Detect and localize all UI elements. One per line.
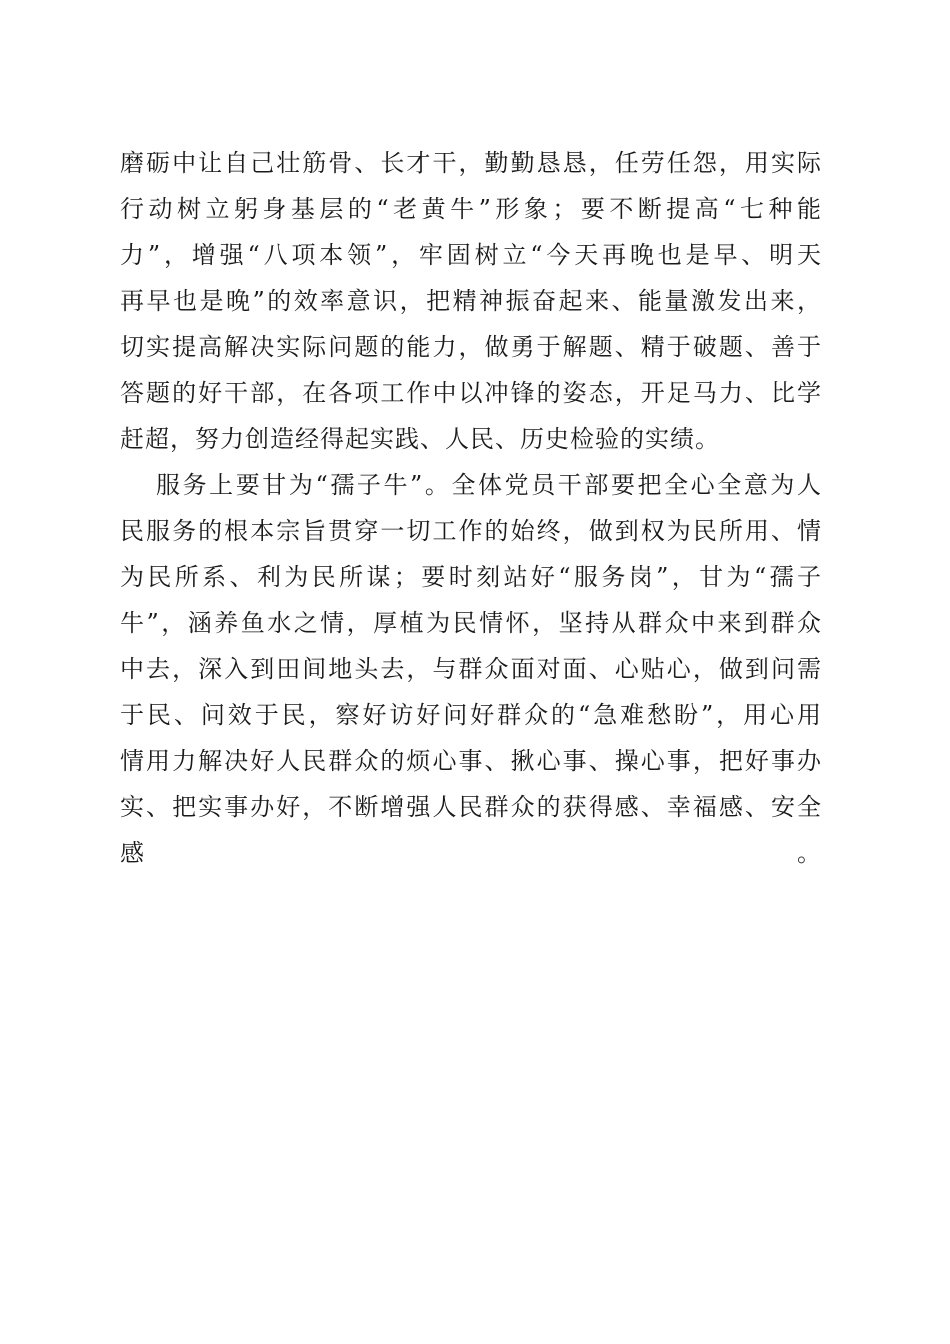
text-line: 情用力解决好人民群众的烦心事、揪心事、操心事，把好事办 [120,747,822,775]
text-line: 切实提高解决实际问题的能力，做勇于解题、精于破题、善于 [120,333,822,361]
text-line: 民服务的根本宗旨贯穿一切工作的始终，做到权为民所用、情 [120,517,822,545]
text-line: 力”，增强“八项本领”，牢固树立“今天再晚也是早、明天 [120,241,822,269]
text-line: 于民、问效于民，察好访好问好群众的“急难愁盼”，用心用 [120,701,822,729]
text-line: 赶超，努力创造经得起实践、人民、历史检验的实绩。 [120,425,720,453]
text-line: 服务上要甘为“孺子牛”。全体党员干部要把全心全意为人 [156,471,822,499]
text-line: 答题的好干部，在各项工作中以冲锋的姿态，开足马力、比学 [120,379,822,407]
text-line: 为民所系、利为民所谋；要时刻站好“服务岗”，甘为“孺子 [120,563,822,591]
text-line: 行动树立躬身基层的“老黄牛”形象；要不断提高“七种能 [120,195,822,223]
text-line: 牛”，涵养鱼水之情，厚植为民情怀，坚持从群众中来到群众 [120,609,822,637]
text-line: 磨砺中让自己壮筋骨、长才干，勤勤恳恳，任劳任怨，用实际 [120,149,822,177]
text-line [120,876,822,922]
body-text [120,140,822,922]
text-line: 再早也是晚”的效率意识，把精神振奋起来、能量激发出来， [120,287,822,315]
paragraph-1 [120,140,822,462]
paragraph-2 [120,462,822,922]
text-line: 中去，深入到田间地头去，与群众面对面、心贴心，做到问需 [120,655,822,683]
text-line: 实、把实事办好，不断增强人民群众的获得感、幸福感、安全 [120,793,822,821]
text-line: 感。 [120,839,822,867]
